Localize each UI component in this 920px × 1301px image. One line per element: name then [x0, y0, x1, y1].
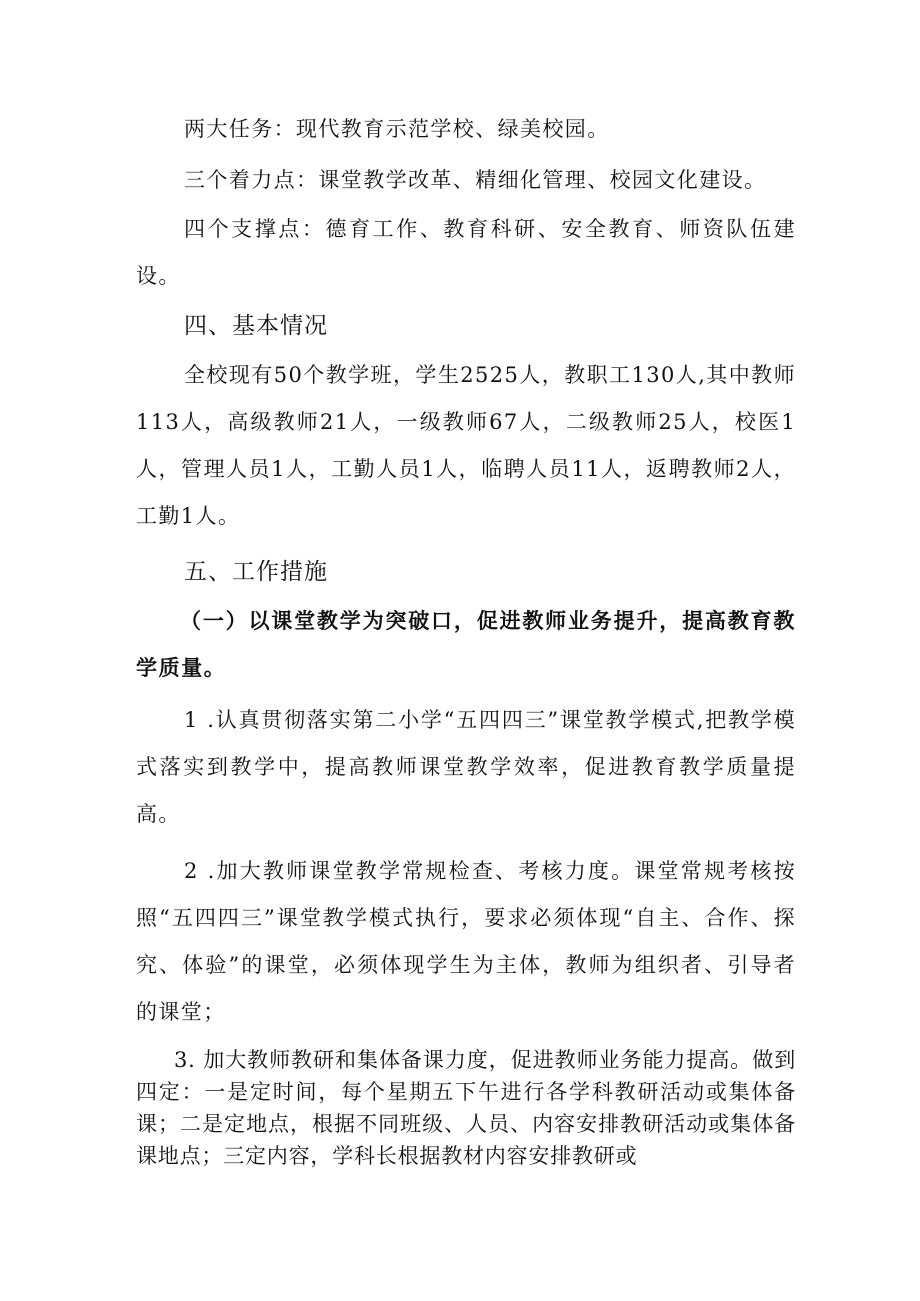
paragraph-four-support-points: 四个支撑点：德育工作、教育科研、安全教育、师资队伍建设。	[136, 217, 796, 288]
paragraph-item-2: 2 .加大教师课堂教学常规检查、考核力度。课堂常规考核按照“五四四三”课堂教学模式执行，要求必须体现“自主、合作、探究、体验”的课堂，必须体现学生为主体，教师为组织者、引导者的课堂；	[136, 859, 796, 1024]
paragraph-three-focus-points: 三个着力点：课堂教学改革、精细化管理、校园文化建设。	[184, 168, 767, 192]
paragraph-item-3: 3. 加大教师教研和集体备课力度，促进教师业务能力提高。做到四定：一是定时间，每个星期五下午进行各学科教研活动或集体备课；二是定地点，根据不同班级、人员、内容安排教研活动或集体备课地点；三定内容，学科长根据教材内容安排教研或	[136, 1048, 796, 1168]
section-heading-basic-situation: 四、基本情况	[184, 313, 328, 339]
section-heading-work-measures: 五、工作措施	[184, 559, 328, 585]
paragraph-item-1: 1 .认真贯彻落实第二小学“五四四三”课堂教学模式,把教学模式落实到教学中，提高教师课堂教学效率，促进教育教学质量提高。	[136, 708, 796, 826]
subsection-heading-classroom-teaching: （一）以课堂教学为突破口，促进教师业务提升，提高教育教学质量。	[136, 609, 796, 680]
paragraph-two-tasks: 两大任务：现代教育示范学校、绿美校园。	[184, 117, 610, 141]
paragraph-basic-situation: 全校现有50个教学班，学生2525人，教职工130人,其中教师113人，高级教师21人，一级教师67人，二级教师25人，校医1人，管理人员1人，工勤人员1人，临聘人员11人，返聘教师2人，工勤1人。	[136, 363, 796, 528]
